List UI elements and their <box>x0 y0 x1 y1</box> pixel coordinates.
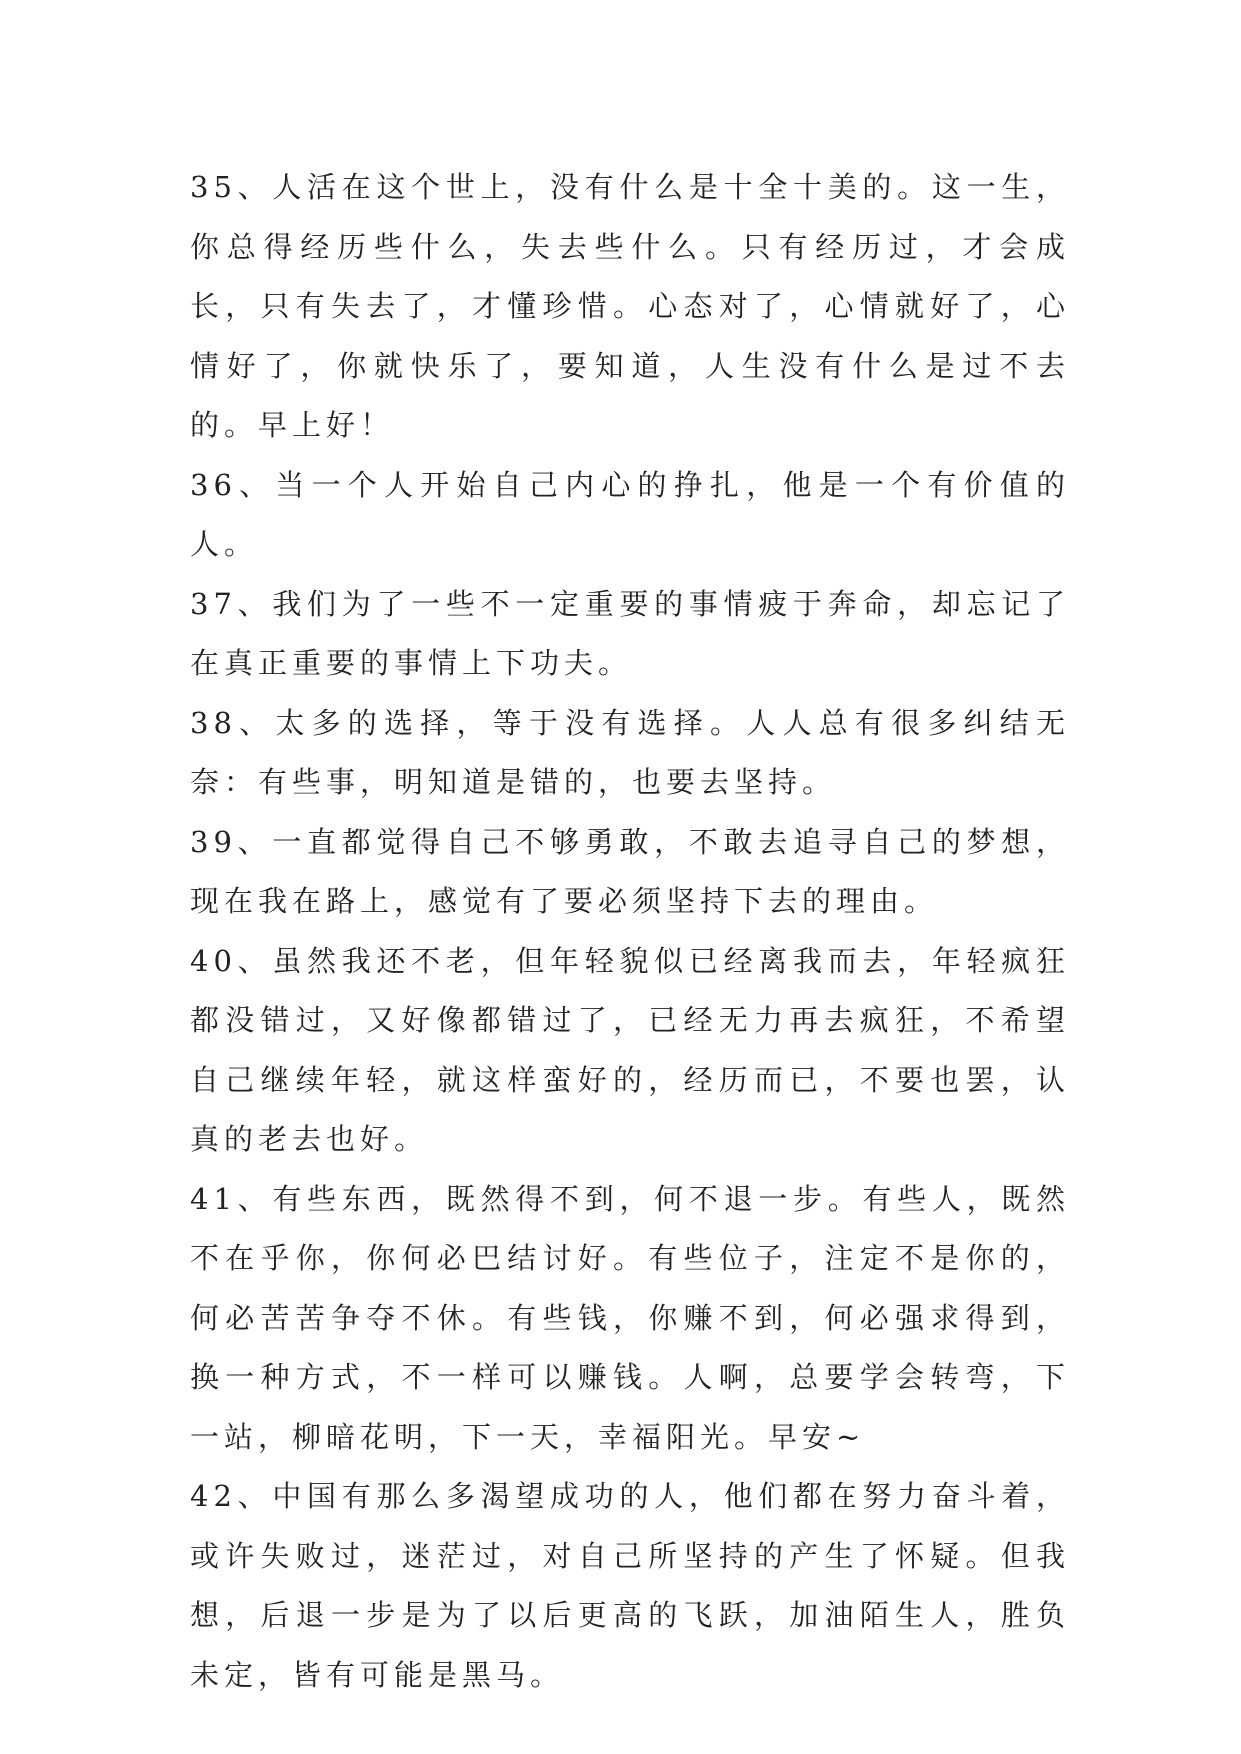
paragraph-42: 42、中国有那么多渴望成功的人，他们都在努力奋斗着，或许失败过，迷茫过，对自己所坚持的产生了怀疑。但我想，后退一步是为了以后更高的飞跃，加油陌生人，胜负未定，皆有可能是黑马。 <box>190 1479 1070 1692</box>
paragraph-36: 36、当一个人开始自己内心的挣扎，他是一个有价值的人。 <box>190 467 1070 561</box>
paragraph-35: 35、人活在这个世上，没有什么是十全十美的。这一生，你总得经历些什么，失去些什么。只有经历过，才会成长，只有失去了，才懂珍惜。心态对了，心情就好了，心情好了，你就快乐了，要知道，人生没有什么是过不去的。早上好！ <box>190 170 1070 442</box>
document-body <box>190 158 1070 1705</box>
paragraph-40: 40、虽然我还不老，但年轻貌似已经离我而去，年轻疯狂都没错过，又好像都错过了，已经无力再去疯狂，不希望自己继续年轻，就这样蛮好的，经历而已，不要也罢，认真的老去也好。 <box>190 943 1070 1156</box>
paragraph-39: 39、一直都觉得自己不够勇敢，不敢去追寻自己的梦想，现在我在路上，感觉有了要必须坚持下去的理由。 <box>190 824 1070 918</box>
paragraph-37: 37、我们为了一些不一定重要的事情疲于奔命，却忘记了在真正重要的事情上下功夫。 <box>190 586 1070 680</box>
paragraph-38: 38、太多的选择，等于没有选择。人人总有很多纠结无奈：有些事，明知道是错的，也要去坚持。 <box>190 705 1070 799</box>
paragraph-41: 41、有些东西，既然得不到，何不退一步。有些人，既然不在乎你，你何必巴结讨好。有些位子，注定不是你的，何必苦苦争夺不休。有些钱，你赚不到，何必强求得到，换一种方式，不一样可以赚钱。人啊，总要学会转弯，下一站，柳暗花明，下一天，幸福阳光。早安~ <box>190 1181 1070 1454</box>
